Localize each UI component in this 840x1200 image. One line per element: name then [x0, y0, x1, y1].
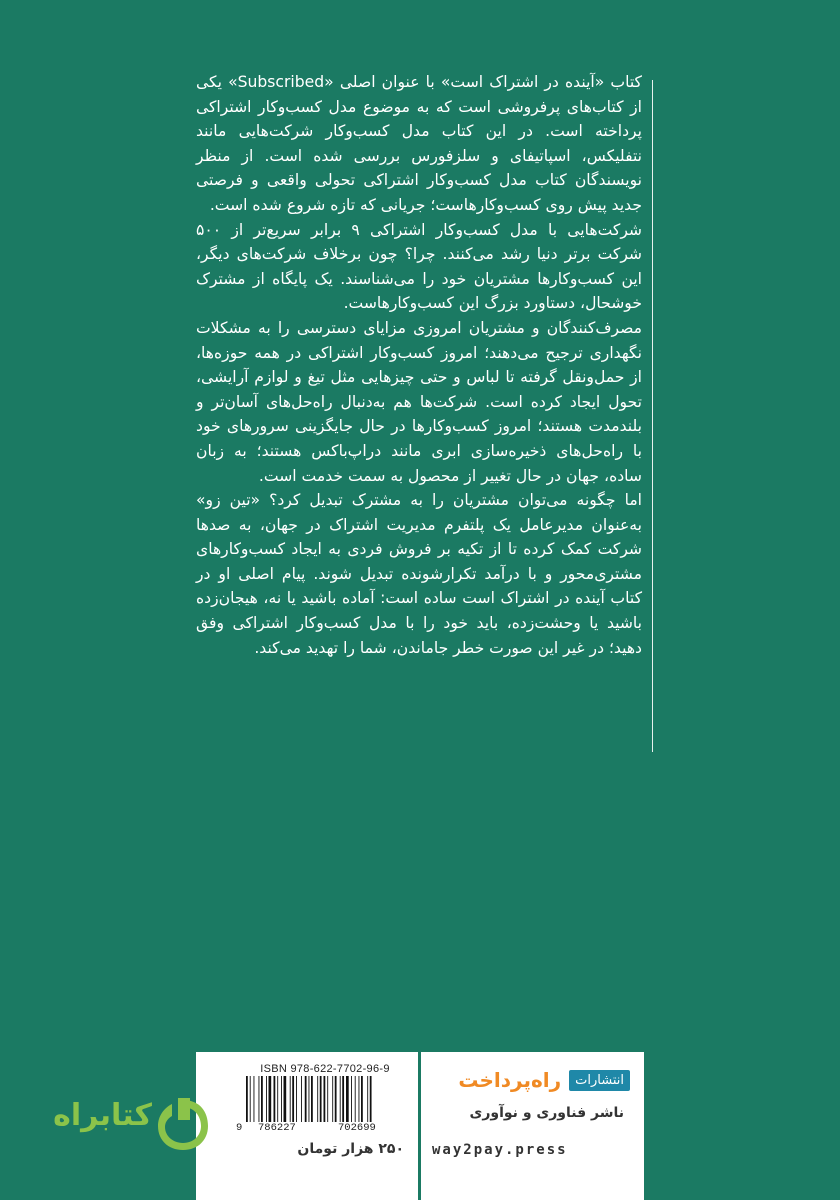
barcode-bar: [327, 1076, 328, 1122]
barcode-bar: [301, 1076, 302, 1122]
barcode-bar: [335, 1076, 337, 1122]
isbn-label: ISBN 978-622-7702-96-9: [260, 1063, 390, 1075]
barcode-bar: [254, 1076, 255, 1122]
barcode-bar: [250, 1076, 251, 1122]
barcode-bar: [292, 1076, 294, 1122]
barcode-bar: [296, 1076, 297, 1122]
barcode-bar: [367, 1076, 368, 1122]
barcode-bar: [290, 1076, 291, 1122]
paragraph-intro: کتاب «آینده در اشتراک است» با عنوان اصلی «Subscribed» یکی از کتاب‌های پرفروشی است که به موضوع مدل کسب‌وکار اشتراکی پرداخته است. در این کتاب مدل کسب‌وکار شرکت‌هایی مانند نتفلیکس، اسپاتیفای و سلزفورس بررسی شده است. از منظر نویسندگان کتاب مدل کسب‌وکار اشتراکی تحولی واقعی و فرصتی جدید پیش روی کسب‌وکارهاست؛ جریانی که تازه شروع شده است.: [196, 73, 642, 214]
paragraph-conclusion: اما چگونه می‌توان مشتریان را به مشترک تبدیل کرد؟ «تین زو» به‌عنوان مدیرعامل یک پلتفرم مدیریت اشتراک در جهان، به صدها شرکت کمک کرده تا از تکیه بر فروش فردی به ایجاد کسب‌وکارهای مشتری‌محور و با درآمد تکرارشونده تبدیل شوند. پیام اصلی او در کتاب آینده در اشتراک است ساده است: آماده باشید یا نه، هیجان‌زده باشید یا وحشت‌زده، باید خود را با مدل کسب‌وکار اشتراکی وفق دهید؛ در غیر این صورت خطر جاماندن، شما را تهدید می‌کند.: [196, 491, 642, 657]
publisher-badge: انتشارات: [569, 1070, 630, 1091]
barcode-bar: [320, 1076, 322, 1122]
barcode-bar: [351, 1076, 352, 1122]
barcode-bar: [332, 1076, 333, 1122]
barcode-digit-left: 9: [236, 1122, 243, 1134]
barcode-bar: [259, 1076, 260, 1122]
barcode-bar: [342, 1076, 344, 1122]
barcode-bar: [359, 1076, 360, 1122]
barcode-bar: [370, 1076, 372, 1122]
footer-divider: [418, 1052, 421, 1200]
back-cover-text: [196, 70, 642, 660]
margin-rule: [652, 80, 653, 752]
barcode-bar: [266, 1076, 267, 1122]
barcode-bar: [246, 1076, 248, 1122]
publisher-website: way2pay.press: [432, 1142, 568, 1158]
barcode-bar: [317, 1076, 318, 1122]
barcode-bar: [355, 1076, 356, 1122]
barcode-bar: [277, 1076, 278, 1122]
publisher-logo: [432, 1064, 630, 1096]
barcode-bar: [361, 1076, 363, 1122]
barcode-digits-right: 702699: [338, 1122, 376, 1134]
barcode-bar: [340, 1076, 341, 1122]
barcode-bar: [324, 1076, 326, 1122]
paragraph-growth: شرکت‌هایی با مدل کسب‌وکار اشتراکی ۹ برابر سریع‌تر از ۵۰۰ شرکت برتر دنیا رشد می‌کنند. چرا؟ چون برخلاف شرکت‌های دیگر، این کسب‌وکارها مشتریان خود را می‌شناسند. یک پایگاه از مشترک خوشحال، دستاورد بزرگ این کسب‌وکارهاست.: [196, 220, 642, 313]
paragraph-consumers: مصرف‌کنندگان و مشتریان امروزی مزایای دسترسی را به مشکلات نگهداری ترجیح می‌دهند؛ امروز کسب‌وکار اشتراکی در همه حوزه‌ها، از حمل‌ونقل گرفته تا لباس و حتی چیزهایی مثل تیغ و لوازم آرایشی، تحول ایجاد کرده است. شرکت‌ها هم به‌دنبال راه‌حل‌های آسان‌تر و بلندمدت هستند؛ امروز کسب‌وکارها در حال جایگزینی سرورهای خود با راه‌حل‌های ذخیره‌سازی ابری مانند دراپ‌باکس هستند؛ به زبان ساده، جهان در حال تغییر از محصول به سمت خدمت است.: [196, 318, 642, 485]
barcode-bar: [346, 1076, 349, 1122]
publisher-tagline: ناشر فناوری و نوآوری: [469, 1105, 624, 1121]
ketabrah-wordmark: کتابراه: [53, 1098, 152, 1133]
barcode-bar: [274, 1076, 276, 1122]
barcode-bar: [284, 1076, 287, 1122]
barcode-digits-mid: 786227: [258, 1122, 296, 1134]
barcode-bar: [309, 1076, 310, 1122]
barcode-bar: [269, 1076, 272, 1122]
barcode: [244, 1076, 414, 1122]
barcode-bar: [261, 1076, 263, 1122]
ketabrah-leaf-icon: [156, 1096, 210, 1152]
barcode-bar: [305, 1076, 307, 1122]
barcode-bar: [281, 1076, 282, 1122]
ketabrah-logo: [30, 1090, 210, 1160]
barcode-bar: [311, 1076, 313, 1122]
publisher-name: راه‌پرداخت: [458, 1068, 562, 1092]
price-label: ۲۵۰ هزار تومان: [297, 1141, 404, 1157]
